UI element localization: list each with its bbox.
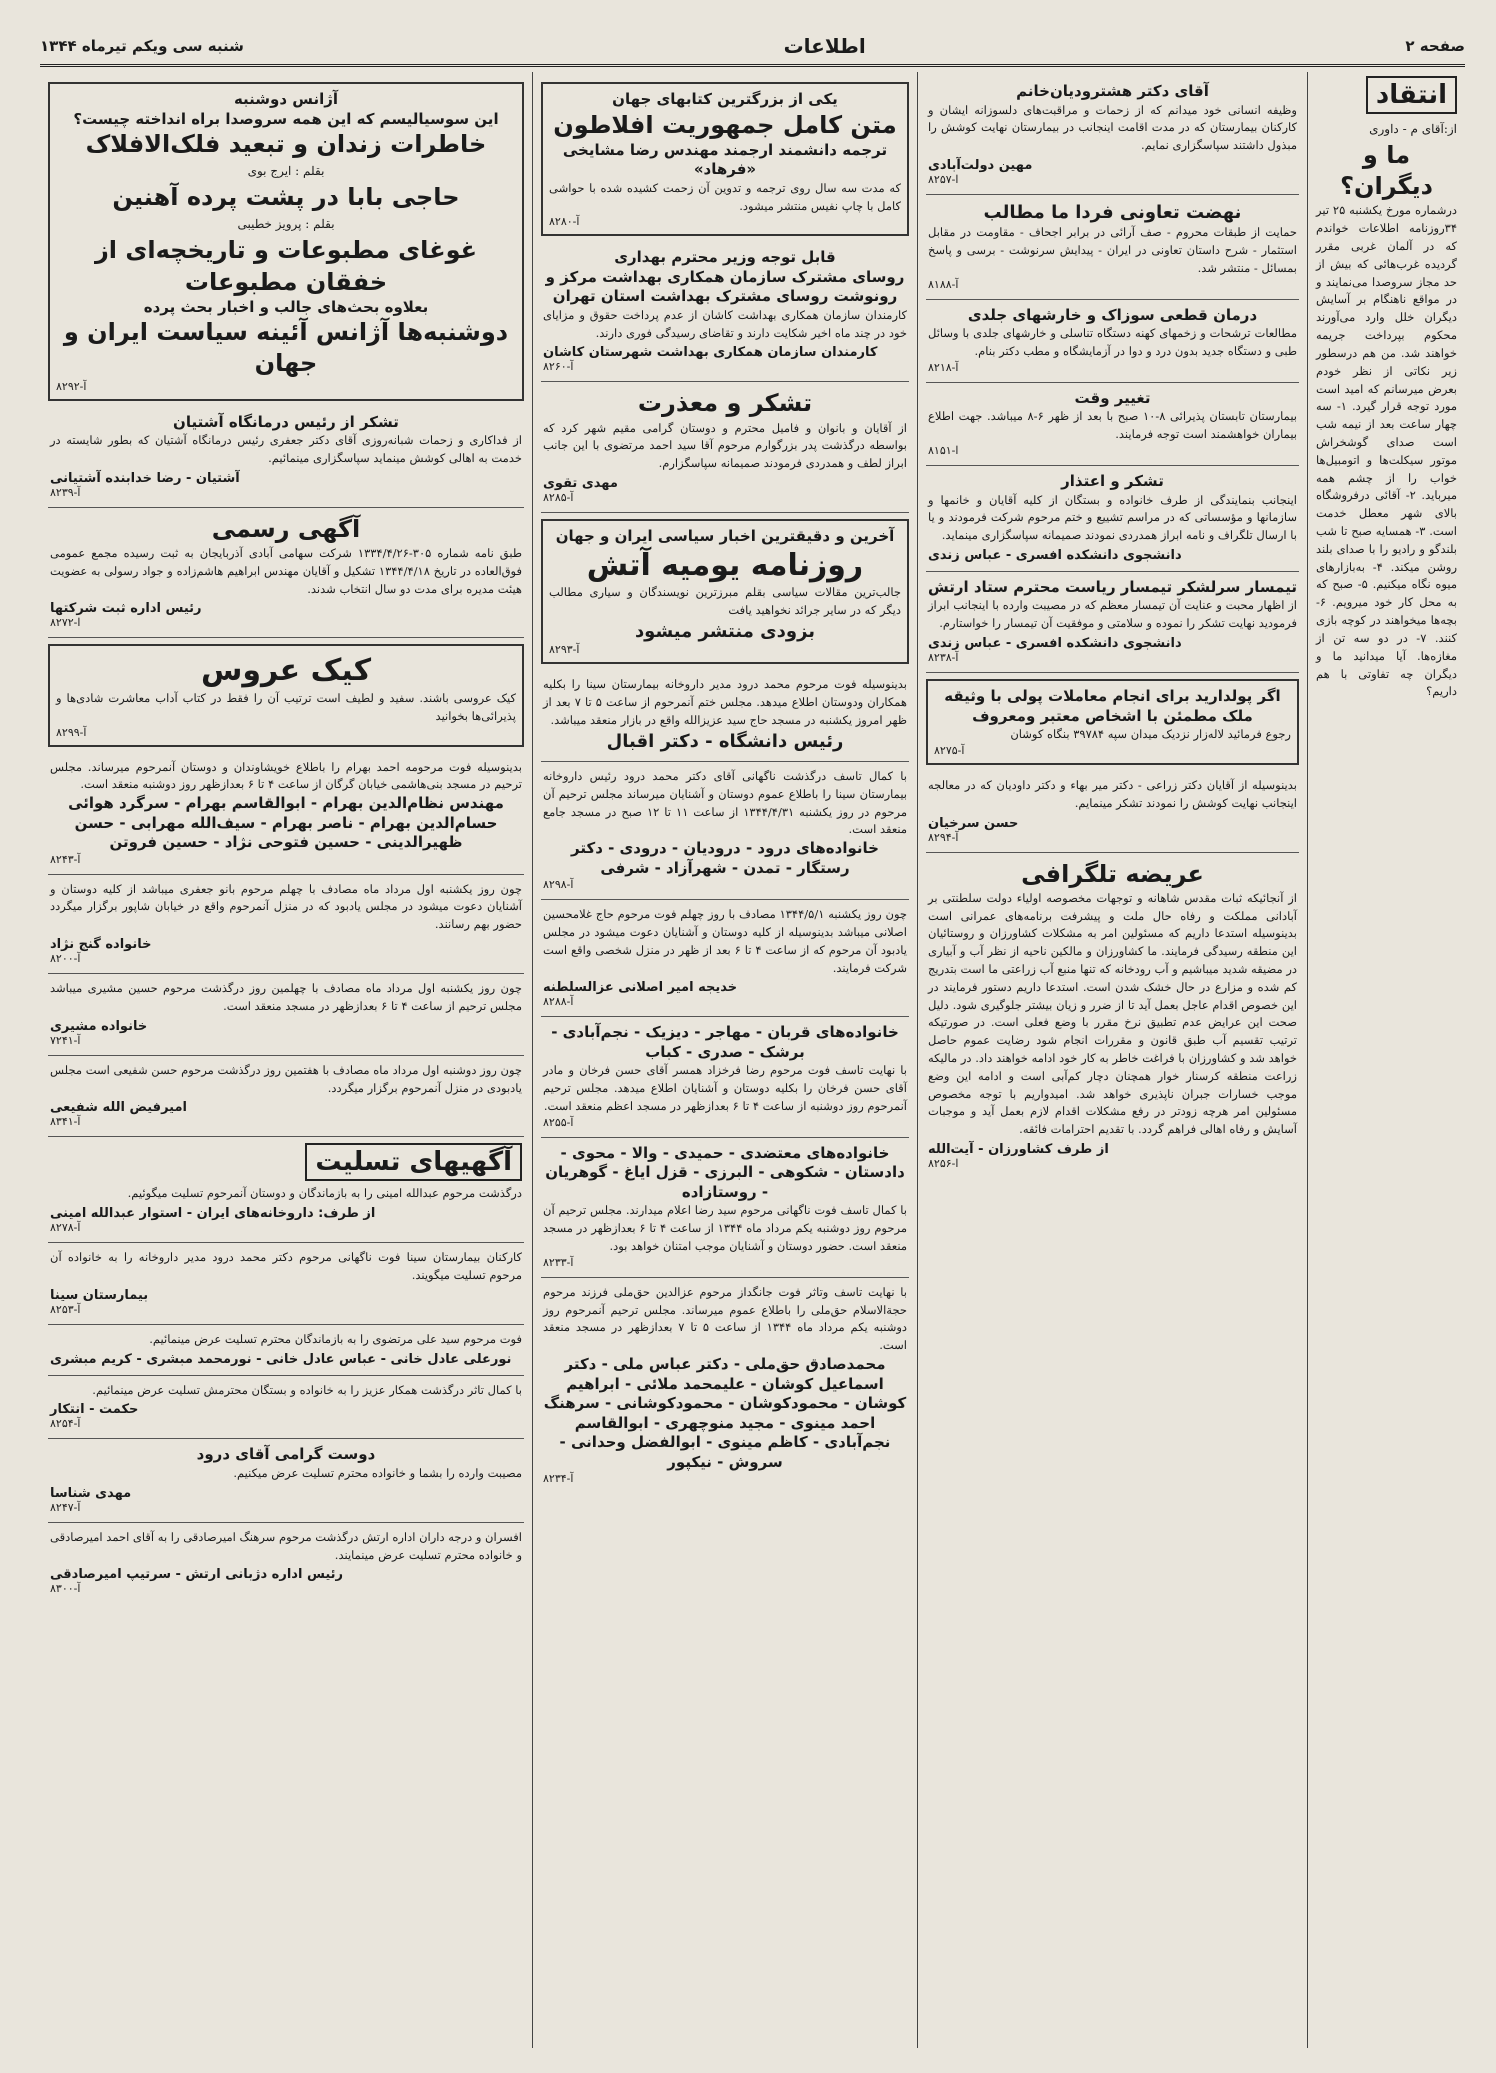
ad-title: درمان قطعی سوزاک و خارشهای جلدی [967, 305, 1258, 324]
ad-code: آ-۸۲۶۰ [543, 360, 574, 374]
ad-signature: امیرفیض الله شفیعی [50, 1100, 187, 1116]
ad-kicker: آژانس دوشنبه [233, 90, 339, 108]
ad-title: خاطرات زندان و تبعید فلک‌الافلاک [85, 130, 487, 158]
ad-body: با کمال تاسف درگذشت ناگهانی آقای دکتر محمد درود رئیس داروخانه بیمارستان سینا را باطلاع عموم دوستان و آشنایان میرساند مجلس ترحیم آن مرحوم در روز یکشنبه ۱۳۴۴/۴/۳۱ از ساعت ۱۱ تا ۱۲ صبح در مسجد جامع منعقد است. [543, 768, 907, 837]
ad-signature: مهین دولت‌آبادی [928, 157, 1033, 173]
column-four [40, 72, 532, 2048]
ad-thanks-doctors [926, 771, 1299, 853]
ad-code: ۷۲۴۱-آ [50, 1033, 81, 1047]
ad-signature: آشتیان - رضا خدابنده آشتیانی [50, 470, 240, 486]
notice-moshiri [48, 974, 524, 1056]
ad-signature: دانشجوی دانشکده افسری - عباس زندی [928, 636, 1182, 652]
ad-body: وظیفه انسانی خود میدانم که از زحمات و مراقبت‌های دلسوزانه ایشان و کارکنان بیمارستان که در مدت اقامت اینجانب در بیمارستان نهایت کوشش را مبذول داشتند سپاسگزاری نمایم. [928, 102, 1297, 153]
columns [40, 72, 1465, 2048]
article-body: درشماره مورخ یکشنبه ۲۵ تیر ۳۴روزنامه اطلاعات خواندم که در آلمان غربی مقرر گردیده غرب‌هائی که بیش از حد مجاز سروصدا می‌نمایند و در مواقع ناهنگام بر آسایش دیگران خلل وارد می‌آورند محکوم بپرداخت جریمه خواهند شد. من هم درسطور زیر نکاتی از نظر خودم بعرض میرسانم که امید است مورد توجه قرار گیرد. ۱- سه چهار ساعت بعد از نیمه شب است صدای گوشخراش موتور سیکلت‌ها و اتومبیل‌ها خواب را از چشم همه میرباید. ۲- آقائی درفروشگاه بالای شهر معطل خدمت است. ۳- همسایه صبح تا شب بلندگو و رادیو را با صدای بلند روشن میکند. ۴- به‌بازارهای میوه نگاه میکنیم. ۵- صبح که به محل کار خود میرویم. ۶- بچه‌ها میخواهند در کوچه بازی کنند. ۷- در دو سه تن از مغازه‌ها. آیا میدانید ما و دیگران چه تفاوتی با هم داریم؟ [1316, 203, 1457, 699]
ad-kicker: یکی از بزرگترین کتابهای جهان [612, 90, 838, 108]
ad-code: ۸۲۹۸-آ [543, 878, 574, 892]
ad-body: درگذشت مرحوم عبدالله امینی را به بازماندگان و دوستان آنمرحوم تسلیت میگوئیم. [127, 1186, 522, 1201]
ad-title: تشکر و اعتذار [1061, 472, 1164, 491]
ad-body: چون روز یکشنبه اول مرداد ماه مصادف با چهلم مرحوم بانو جعفری میباشد از کلیه دوستان و آشنایان دعوت میشود در مجلس یادبود که در منزل آنمرحوم واقع در خیابان شاپور برگزار میگردد حضور بهم رسانند. [50, 881, 522, 932]
ad-treatment [926, 300, 1299, 383]
ad-thanks-clinic [48, 407, 524, 508]
ad-signature: از طرف: داروخانه‌های ایران - استوار عبدالله امینی [50, 1206, 376, 1222]
ad-signature: خانواده مشیری [50, 1018, 148, 1034]
notice-ganjnejad [48, 875, 524, 974]
ad-cooperative [926, 195, 1299, 300]
ad-body: مصیبت وارده را بشما و خانواده محترم تسلیت عرض میکنیم. [233, 1465, 522, 1480]
ad-title: غوغای مطبوعات و تاریخچه‌ای از خفقان مطبوعات [94, 236, 478, 296]
ad-code: ۸۲۸۵-آ [543, 491, 574, 505]
ad-code: ۸۲۵۳-آ [50, 1302, 81, 1316]
ad-byline: بقلم : پرویز خطیبی [237, 217, 335, 232]
ad-thanks-doctor [926, 76, 1299, 195]
ad-code: ۸۳۰۰-آ [50, 1582, 81, 1596]
ad-signature: رئیس اداره دژبانی ارتش - سرتیپ امیرصادقی [50, 1567, 343, 1583]
ad-body: با نهایت تاسف فوت مرحوم رضا فرخزاد همسر آقای حسن فرخان و مادر آقای حسن فرخان را بکلیه دوستان و آشنایان اطلاع میدهد. مجلس ترحیم آنمرحوم روز دوشنبه از ساعت ۴ تا ۶ بعدازظهر در مسجد اعظم منعقد است. [543, 1063, 907, 1114]
ad-code: ۸۲۵۷-ا [928, 172, 959, 186]
ad-subtitle: ترجمه دانشمند ارجمند مهندس رضا مشایخی «فرهاد» [562, 140, 888, 179]
ad-title: اگر پولدارید برای انجام معاملات پولی با وثیقه ملک مطمئن با اشخاص معتبر ومعروف [944, 687, 1281, 725]
ad-agence-monday [48, 82, 524, 401]
ad-official [48, 508, 524, 639]
ad-time-change [926, 383, 1299, 466]
ad-body: کیک عروسی باشند. سفید و لطیف است ترتیب آن را فقط در کتاب آداب معاشرت شادی‌ها و پذیرائی‌ها بخوانید [56, 690, 516, 723]
ad-thanks-excuse [541, 382, 909, 513]
ad-kicker: قابل توجه وزیر محترم بهداری [614, 248, 836, 267]
ad-code: ۸۲۴۷-آ [50, 1500, 81, 1514]
ad-code: ۸۲۰۰-آ [50, 952, 81, 966]
ad-thanks-apology [926, 466, 1299, 572]
ad-code: ۸۲۱۸-آ [928, 360, 959, 374]
condolence-section [48, 1137, 524, 1243]
ad-body: با کمال تاثر درگذشت همکار عزیز را به خانواده و بستگان محترمش تسلیت عرض مینمائیم. [92, 1382, 522, 1397]
ad-body: با نهایت تاسف وتاثر فوت جانگداز مرحوم عزالدین حق‌ملی فرزند مرحوم حجةالاسلام حق‌ملی را باطلاع عموم میرساند. مجلس ترحیم آنمرحوم روز دوشنبه یکم مرداد ماه ۱۳۴۴ از ساعت ۵ تا ۷ بعدازظهر در مسجد منعقد است. [543, 1284, 908, 1353]
ad-title: خانواده‌های معتضدی - حمیدی - والا - محوی - دادستان - شکوهی - البرزی - قزل ایاغ - گوهریان - روستازاده [545, 1143, 905, 1201]
ad-body: چون روز یکشنبه ۱۳۴۴/۵/۱ مصادف با روز چهلم فوت مرحوم حاج غلامحسین اصلانی میباشد بدینوسیله از کلیه دوستان و آشنایان دعوت میشود در مجلس یادبود آن مرحوم که از ساعت ۴ تا ۶ بعد از ظهر در منزل شخصی واقع است شرکت فرمایند. [543, 907, 907, 975]
ad-byline: بقلم : ایرج بوی [247, 164, 325, 179]
ad-body: چون روز دوشنبه اول مرداد ماه مصادف با هفتمین روز درگذشت مرحوم حسن شفیعی است مجلس یادبودی در منزل آنمرحوم برگزار میگردد. [50, 1062, 522, 1095]
ad-title: خانواده‌های قربان - مهاجر - دیزیک - نجم‌آبادی - برشک - صدری - کباب [551, 1023, 899, 1061]
ad-signature: از طرف کشاورزان - آیت‌الله [928, 1142, 1109, 1158]
ad-code: ۸۲۴۳-آ [50, 852, 81, 866]
ad-body: بدینوسیله از آقایان دکتر زراعی - دکتر میر بهاء و دکتر داودیان که در معالجه اینجانب نهایت کوشش را نمودند تشکر مینمایم. [928, 777, 1297, 810]
byline: از:آقای م - داوری [1369, 122, 1457, 136]
ad-body: جالب‌ترین مقالات سیاسی بقلم مبرزترین نویسندگان و سیاری مطالب دیگر که در سایر جرائد نخواهید یافت [549, 585, 901, 617]
ad-signature: مهدی تقوی [543, 476, 618, 492]
ad-footer: بزودی منتشر میشود [634, 620, 816, 642]
article-headline: ما و دیگران؟ [1340, 141, 1433, 201]
condolence-sina [48, 1243, 524, 1325]
ad-title: حاجی بابا در پشت پرده آهنین [112, 183, 460, 212]
condolence-adelkhani [48, 1325, 524, 1376]
ad-code: ۸۲۹۳-آ [549, 643, 580, 657]
ad-body: از آنجائیکه ثبات مقدس شاهانه و توجهات مخصوصه اولیاء دولت سلطنتی بر آبادانی مملکت و رفاه حال ملت و پیشرفت برنامه‌های عمرانی است بدینوسیله استدعا داریم که مسئولین امر به مشکلات کشاورزان و روستائیان این منطقه رسیدگی فرمایند. ما کشاورزان و مالکین ناحیه از نظر آب و آبیاری در مضیقه شدید میباشیم و آب رودخانه که تنها منبع آب زراعتی ما است بتدریج کم شده و مزارع در حال خشک شدن است. استدعا داریم دستور فرمایند در این خصوص اقدام عاجل بعمل آید تا از ضرر و زیان بیشتر جلوگیری شود. دلیل صحت این عرایض عدم تطبیق نرخ مقرر با وضع فعلی است. در صورتیکه ترتیب تقسیم آب طبق قانون و مقررات انجام شود رضایت عموم حاصل خواهد شد و کشاورزان با فراغت خاطر به کار خود ادامه خواهند داد. در مالیکه زراعت منطقه کرسنار خوار همچنان دچار کم‌آبی است و ادامه این وضع موجب خسارات جبران ناپذیری خواهد شد. امیدواریم با توجه مخصوص مسئولین امر هرچه زودتر در رفع مشکلات اقدام لازم بعمل آید و موجبات آسایش و رفاه اهالی فراهم گردد. با تقدیم احترامات فائقه. [928, 890, 1297, 1137]
ad-code: ۸۱۸۸-آ [928, 277, 959, 291]
notice-university [541, 670, 909, 762]
ad-signature: حکمت - انتکار [50, 1402, 139, 1418]
issue-date: شنبه سی ویکم تیرماه ۱۳۴۴ [40, 37, 244, 55]
ad-title: تشکر از رئیس درمانگاه آشتیان [173, 412, 399, 431]
ad-signature: خانواده گنج نژاد [50, 937, 152, 953]
ad-title: روسای مشترک سازمان همکاری بهداشت مرکز و رونوشت روسای مشترک بهداشت استان تهران [545, 267, 905, 306]
ad-title: آقای دکتر هشترودیان‌خانم [1016, 82, 1209, 100]
ad-body: بیمارستان تابستان پذیرائی ۸-۱۰ صبح با بعد از ظهر ۶-۸ میباشد. جهت اطلاع بیماران خواهشمند است توجه فرمایند. [928, 409, 1297, 442]
ad-health-minister [541, 242, 909, 382]
ad-code: ۸۲۳۴-آ [543, 1472, 574, 1486]
telegraph-petition [926, 853, 1299, 1179]
ad-body: با کمال تاسف فوت ناگهانی مرحوم سید رضا اعلام میدارند. مجلس ترحیم آن مرحوم روز دوشنبه یکم مرداد ماه ۱۳۴۴ از ساعت ۴ تا ۶ بعدازظهر در مسجد منعقد است. حضور دوستان و آشنایان موجب امتنان خواهد بود. [543, 1203, 907, 1253]
ad-title: عریضه تلگرافی [1021, 859, 1204, 888]
notice-haghmelli [541, 1278, 909, 1493]
ad-signature: مهدی شناسا [50, 1485, 132, 1501]
ad-body: رجوع فرمائید لاله‌زار نزدیک میدان سپه ۳۹۷۸۴ بنگاه کوشان [1010, 727, 1291, 742]
column-two [917, 72, 1307, 2048]
ad-kicker: آخرین و دقیقترین اخبار سیاسی ایران و جهان [555, 527, 895, 546]
ad-wedding-cake [48, 644, 524, 746]
ad-body: حمایت از طبقات محروم - صف آرائی در برابر اجحاف - مقاومت در مقابل استثمار - شرح داستان تعاونی در ایران - پیدایش سرنوشت - برسی و پاسخ بمسائل - منتشر شد. [928, 225, 1297, 275]
ad-body: که مدت سه سال روی ترجمه و تدوین آن زحمت کشیده شده با حواشی کامل با چاپ نفیس منتشر میشود. [549, 180, 901, 213]
ad-body: کارکنان بیمارستان سینا فوت ناگهانی مرحوم دکتر محمد درود مدیر داروخانه را به خانواده آن مرحوم تسلیت میگویند. [50, 1250, 522, 1282]
ad-title: تشکر و معذرت [637, 389, 813, 418]
ad-signature: رئیس اداره ثبت شرکتها [50, 601, 202, 617]
notice-motazedi [541, 1138, 909, 1278]
ad-code: ۸۲۳۸-آ [928, 651, 959, 665]
ad-title: متن کامل جمهوریت افلاطون [553, 110, 897, 139]
ad-code: ۸۱۵۱-ا [928, 444, 959, 458]
ad-signature: خانواده‌های درود - درودیان - درودی - دکتر رستگار - تمدن - شهرآزاد - شرفی [571, 839, 879, 877]
ad-signature: خدیجه امیر اصلانی عزالسلطنه [543, 980, 738, 996]
ad-loans [926, 679, 1299, 765]
ad-title: تغییر وقت [1074, 388, 1151, 407]
ad-body: مطالعات ترشحات و زخمهای کهنه دستگاه تناسلی و خارشهای جلدی با وسائل طبی و دستگاه جدید بدون درد و دوا در آزمایشگاه و مطب دکتر بنام. [928, 326, 1297, 359]
ad-plato-republic [541, 82, 909, 236]
ad-code: ۸۲۳۹-آ [50, 485, 81, 499]
condolence-colleague [48, 1376, 524, 1440]
ad-line: این سوسیالیسم که این همه سروصدا براه انداخته چیست؟ [73, 109, 499, 128]
ad-code: ۸۲۵۵-آ [543, 1115, 574, 1129]
ad-code: ۸۲۷۵-آ [934, 743, 965, 757]
notice-bahram [48, 753, 524, 875]
ad-code: ۸۲۳۳-آ [543, 1255, 574, 1269]
condolence-dorud [48, 1439, 524, 1522]
ad-body: بدینوسیله فوت مرحوم محمد درود مدیر داروخانه بیمارستان سینا را بکلیه همکاران ودوستان اطلاع میدهد. مجلس ختم آنمرحوم از ساعت ۵ تا ۷ بعد از ظهر امروز یکشنبه در مسجد حاج سید عزیزالله واقع در بازار منعقد میباشد. [543, 677, 908, 727]
ad-body: چون روز یکشنبه اول مرداد ماه مصادف با چهلمین روز درگذشت مرحوم حسین مشیری میباشد مجلس ترحیم از ساعت ۴ تا ۶ بعدازظهر در مسجد منعقد است. [50, 981, 522, 1013]
ad-title: دوشنبه‌ها آژانس آئینه سیاست ایران و جهان [63, 318, 509, 378]
ad-title: نهضت تعاونی فردا ما مطالب [983, 201, 1242, 223]
ad-code: ۸۲۹۹-آ [56, 725, 87, 739]
ad-signature: حسن سرخیان [928, 815, 1019, 831]
ad-signature: دانشجوی دانشکده افسری - عباس زندی [928, 547, 1182, 563]
paper-name: اطلاعات [783, 34, 866, 58]
ad-title: تیمسار سرلشکر تیمسار ریاست محترم ستاد ارتش [928, 577, 1297, 596]
ad-atash-newspaper [541, 519, 909, 664]
newspaper-page [40, 28, 1465, 2048]
ad-signature: مهندس نظام‌الدین بهرام - ابوالقاسم بهرام - سرگرد هوائی حسام‌الدین بهرام - ناصر بهرام - سیف‌الله مهرابی - حسن ظهیرالدینی - حسین فتوحی نژاد - حسین فروتن [68, 794, 504, 852]
ad-signature: نورعلی عادل خانی - عباس عادل خانی - نورمحمد مبشری - کریم مبشری [50, 1351, 512, 1367]
ad-title: آگهی رسمی [211, 514, 361, 543]
notice-eslani [541, 900, 909, 1017]
ad-general-staff [926, 572, 1299, 673]
ad-body: از آقایان و بانوان و فامیل محترم و دوستان گرامی مقیم شهر کرد که بواسطه درگذشت پدر بزرگوارم مرحوم آقا سید احمد مرتضوی با این جانب ابراز لطف و همدردی فرمودند صمیمانه سپاسگزارم. [543, 420, 907, 471]
section-title: انتقاد [1366, 76, 1457, 114]
notice-shafiei [48, 1056, 524, 1138]
ad-code: ۸۲۷۲-ا [50, 616, 81, 630]
page-number: صفحه ۲ [1405, 37, 1465, 55]
ad-title: کیک عروس [200, 653, 372, 689]
section-title: آگهیهای تسلیت [305, 1143, 522, 1181]
ad-code: ۸۲۵۶-ا [928, 1157, 959, 1171]
ad-code: ۸۲۹۴-آ [928, 830, 959, 844]
ad-title: دوست گرامی آقای درود [196, 1445, 376, 1464]
ad-signature: محمدصادق حق‌ملی - دکتر عباس ملی - دکتر اسماعیل کوشان - علیمحمد ملائی - ابراهیم کوشان - محمودکوشان - محمودکوشانی - سرهنگ احمد مینوی - مجید منوچهری - ابوالقاسم نجم‌آبادی - کاظم مینوی - ابوالفضل وحدانی - سروش - نیکپور [543, 1355, 907, 1471]
ad-title: روزنامه یومیه آتش [586, 547, 864, 583]
column-three [532, 72, 917, 2048]
ad-signature: بیمارستان سینا [50, 1287, 149, 1303]
notice-families [541, 1017, 909, 1137]
ad-line: بعلاوه بحث‌های جالب و اخبار بحث پرده [143, 297, 429, 316]
ad-code: ۸۲۷۸-آ [50, 1221, 81, 1235]
ad-body: اینجانب بنمایندگی از طرف خانواده و بستگان از کلیه آقایان و خانمها و سازمانها و مؤسساتی که در مراسم تشییع و ختم مرحوم شرکت فرمودند و یا با ارسال تلگراف و نامه ابراز همدردی نمودند صمیمانه سپاسگزاری مینماید. [928, 492, 1297, 543]
ad-body: از اظهار محبت و عنایت آن تیمسار معظم که در مصیبت وارده با اینجانب ابراز فرمودید نهایت تشکر را نموده و سلامتی و موفقیت آن تیمسار را خواستارم. [928, 598, 1297, 631]
ad-body: بدینوسیله فوت مرحومه احمد بهرام را باطلاع خویشاوندان و دوستان آنمرحوم میرساند. مجلس ترحیم در مسجد بنی‌هاشمی خیابان گرگان از ساعت ۴ تا ۶ بعدازظهر روز دوشنبه منعقد است. [50, 759, 522, 792]
masthead [40, 28, 1465, 67]
condolence-army [48, 1523, 524, 1604]
ad-code: ۸۳۴۱-آ [50, 1115, 81, 1129]
ad-body: کارمندان سازمان همکاری بهداشت کاشان از عدم پرداخت حقوق و مزایای خود در چند ماه اخیر شکایت دارند و تقاضای رسیدگی فوری دارند. [543, 307, 907, 340]
ad-body: طبق نامه شماره ۳۰۵-۱۳۳۴/۴/۲۶ شرکت سهامی آبادی آذربایجان به ثبت رسیده مجمع عمومی فوق‌العاده در تاریخ ۱۳۴۴/۴/۱۸ تشکیل و آقایان مهندس ابراهیم هاشم‌زاده و جواد رسولی به عضویت هیئت مدیره برای مدت دو سال انتخاب شدند. [50, 545, 523, 596]
ad-body: فوت مرحوم سید علی مرتضوی را به بازماندگان محترم تسلیت عرض مینمائیم. [149, 1331, 522, 1346]
ad-body: افسران و درجه داران اداره ارتش درگذشت مرحوم سرهنگ امیرصادقی را به آقای احمد امیرصادقی و خانواده محترم تسلیت عرض مینمایند. [49, 1529, 522, 1562]
ad-code: ۸۲۸۸-آ [543, 995, 574, 1009]
ad-code: ۸۲۵۴-آ [50, 1417, 81, 1431]
column-criticism [1307, 72, 1465, 2048]
ad-signature: رئیس دانشگاه - دکتر اقبال [606, 730, 844, 752]
ad-body: از فداکاری و زحمات شبانه‌روزی آقای دکتر جعفری رئیس درمانگاه آشتیان که بطور شایسته در خدمت به اهالی کوشش مینماید سپاسگزاری مینمائیم. [50, 433, 522, 465]
ad-code: ۸۲۹۲-آ [56, 379, 87, 393]
ad-code: ۸۲۸۰-آ [549, 215, 580, 229]
ad-signature: کارمندان سازمان همکاری بهداشت شهرستان کاشان [543, 345, 878, 361]
notice-dorud [541, 762, 909, 900]
